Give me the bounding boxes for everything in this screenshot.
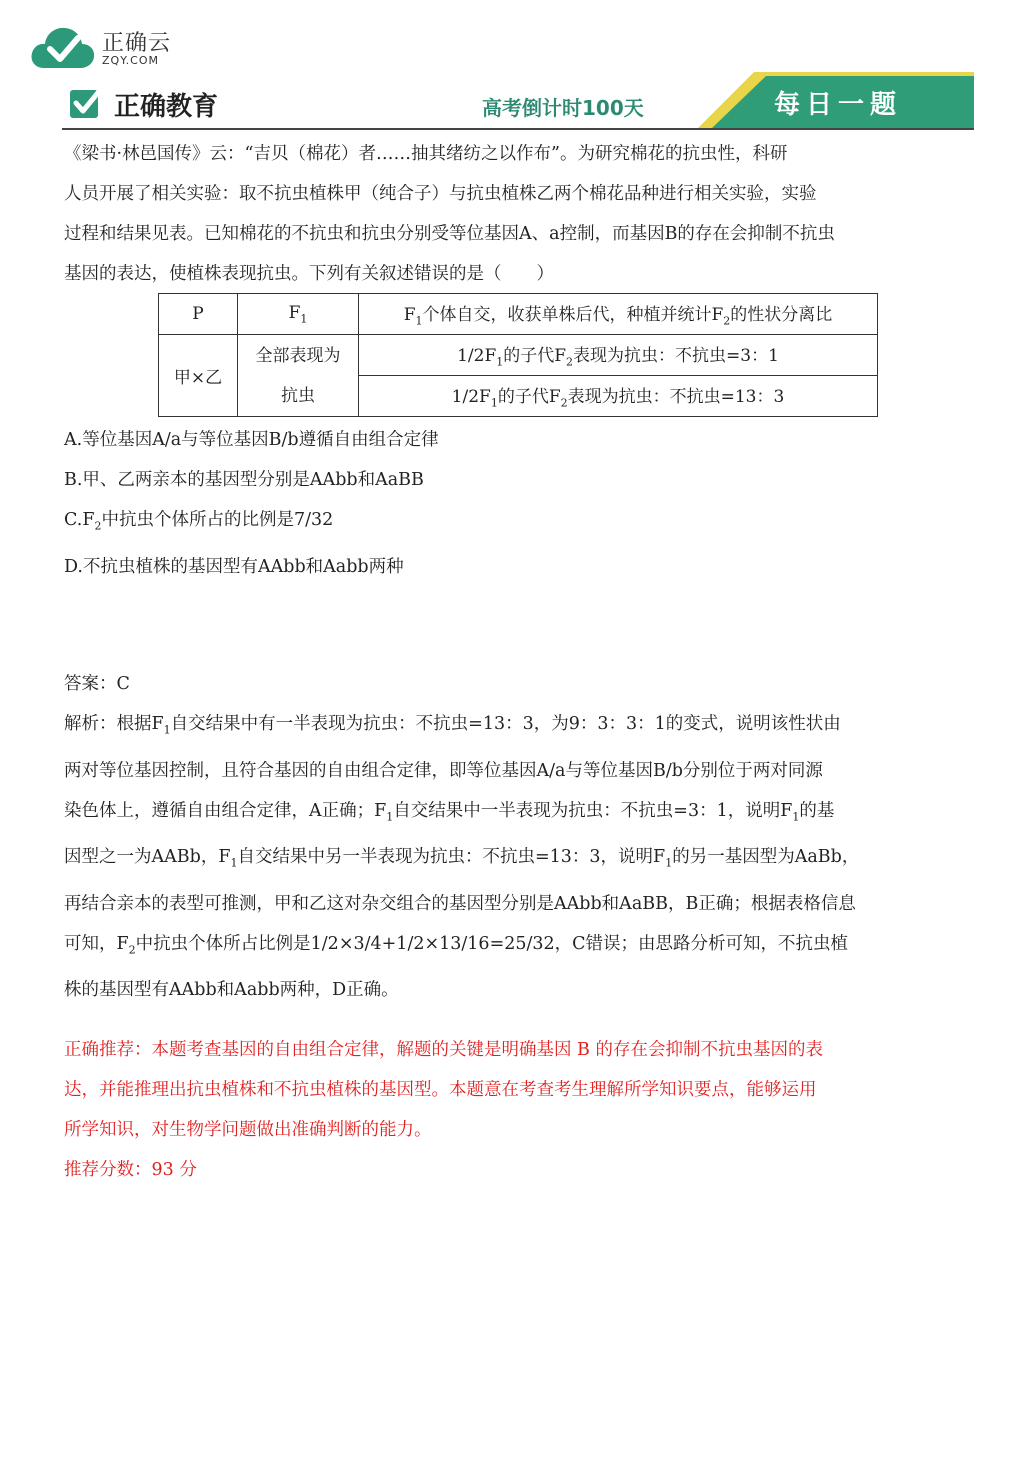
recommendation-line: 正确推荐：本题考查基因的自由组合定律，解题的关键是明确基因 B 的存在会抑制不抗虫基因的表 [64,1040,823,1060]
experiment-table [158,293,878,417]
zqy-logo [30,22,190,72]
analysis-line: 两对等位基因控制，且符合基因的自由组合定律，即等位基因A/a与等位基因B/b分别位于两对同源 [64,760,823,781]
checkbox-icon [68,86,106,120]
daily-question-tag: 每日一题 [774,90,903,120]
question-line: 《梁书·林邑国传》云：“吉贝（棉花）者……抽其绪纺之以作布”。为研究棉花的抗虫性，科研 [64,144,788,164]
option-b: B.甲、乙两亲本的基因型分别是AAbb和AaBB [64,470,424,490]
cloud-check-icon [30,22,96,72]
recommendation-score: 推荐分数：93 分 [64,1160,197,1180]
analysis-block [64,704,974,1010]
option-d: D.不抗虫植株的基因型有AAbb和Aabb两种 [64,556,404,577]
recommendation-line: 达，并能推理出抗虫植株和不抗虫植株的基因型。本题意在考查考生理解所学知识要点，能够运用 [64,1080,817,1100]
options-list [64,420,439,587]
f1-phenotype-cell: 全部表现为 抗虫 [238,335,359,417]
header-cell-result: $F_1$个体自交，收获单株后代，种植并统计$F_2$的性状分离比 [359,294,878,335]
question-text [64,134,974,294]
question-line: 过程和结果见表。已知棉花的不抗虫和抗虫分别受等位基因A、a控制，而基因B的存在会抑制不抗虫 [64,224,835,244]
question-line: 基因的表达，使植株表现抗虫。下列有关叙述错误的是（ ） [64,264,554,284]
answer-line: 答案：C [64,674,130,694]
analysis-line: 株的基因型有AAbb和Aabb两种，D正确。 [64,980,399,1000]
cross-cell: 甲×乙 [159,335,238,417]
result-cell: $1/2F_1$的子代$F_2$表现为抗虫：不抗虫=13：3 [359,376,878,417]
result-cell: $1/2F_1$的子代$F_2$表现为抗虫：不抗虫=3：1 [359,335,878,376]
analysis-line: 再结合亲本的表型可推测，甲和乙这对杂交组合的基因型分别是AAbb和AaBB，B正确；根据表格信息 [64,893,856,914]
analysis-line: 可知，$F_2$中抗虫个体所占比例是1/2×3/4+1/2×13/16=25/32，C错误；由思路分析可知，不抗虫植 [64,933,849,956]
analysis-line: 染色体上，遵循自由组合定律，A正确；$F_1$自交结果中一半表现为抗虫：不抗虫=3：1，说明$F_1$的基 [64,800,835,823]
recommendation-line: 所学知识，对生物学问题做出准确判断的能力。 [64,1120,432,1140]
option-c: $C.F_2$中抗虫个体所占的比例是7/32 [64,510,334,533]
brand-name: 正确教育 [114,92,219,122]
header-banner [62,72,974,130]
analysis-line: 因型之一为AABb，$F_1$自交结果中另一半表现为抗虫：不抗虫=13：3，说明$F_1$的另一基因型为AaBb， [64,847,860,870]
logo-domain: ZQY.COM [102,54,160,67]
table-row [159,335,878,376]
header-cell-f1: $F_1$ [238,294,359,335]
header-cell-p: P [159,294,238,335]
logo-name: 正确云 [102,31,172,56]
analysis-line: 解析：根据$F_1$自交结果中有一半表现为抗虫：不抗虫=13：3，为9：3：3：1的变式，说明该性状由 [64,714,841,737]
question-line: 人员开展了相关实验：取不抗虫植株甲（纯合子）与抗虫植株乙两个棉花品种进行相关实验，实验 [64,184,817,204]
recommendation-block [64,1030,974,1150]
countdown-label: 高考倒计时100天 [482,96,644,120]
header-divider [62,128,974,130]
table-header-row [159,294,878,335]
option-a: A.等位基因A/a与等位基因B/b遵循自由组合定律 [64,430,439,450]
